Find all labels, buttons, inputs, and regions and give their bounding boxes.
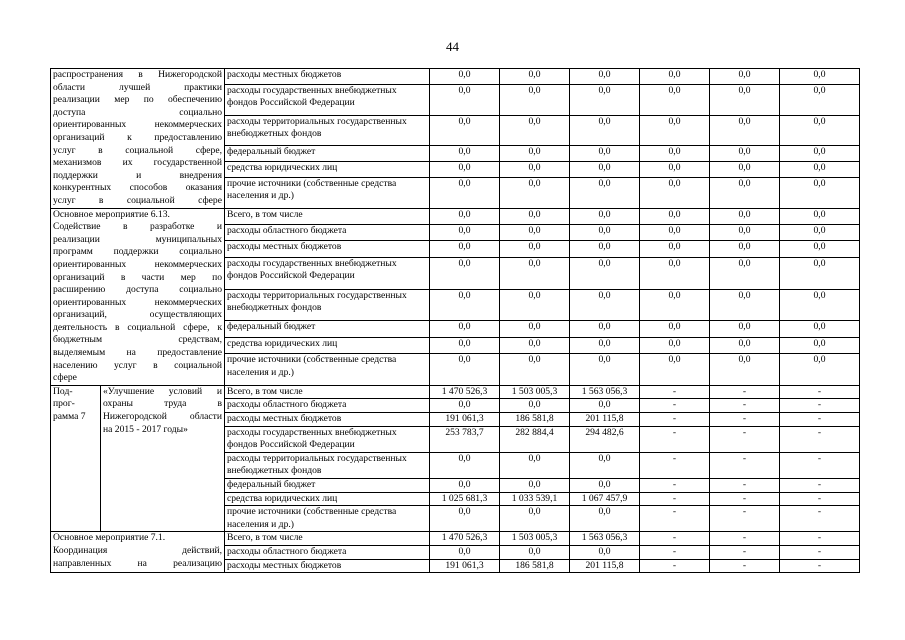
desc-line: сфере	[53, 372, 77, 384]
value-cell: 0,0	[780, 321, 860, 337]
desc-line: услуг в социальной сфере,	[53, 144, 222, 156]
value-cell: 0,0	[780, 208, 860, 224]
table-row	[51, 385, 860, 399]
value-cell: 0,0	[500, 257, 570, 289]
value-cell: 186 581,8	[500, 413, 570, 427]
value-cell: -	[780, 492, 860, 506]
desc-line: организаций, осуществляющих	[53, 309, 222, 321]
value-cell: 0,0	[640, 146, 710, 162]
value-cell: -	[710, 426, 780, 452]
desc-line: реализации мер по обеспечению	[53, 94, 222, 106]
value-cell: 0,0	[570, 69, 640, 85]
value-cell: 0,0	[570, 354, 640, 386]
desc-line: Содействие в разработке и	[53, 221, 222, 233]
value-cell: 0,0	[430, 241, 500, 257]
funding-source: федеральный бюджет	[225, 146, 430, 162]
table-row	[51, 208, 860, 224]
value-cell: 0,0	[710, 208, 780, 224]
activity-description	[51, 208, 225, 385]
desc-line: ориентированных некоммерческих	[53, 296, 222, 308]
funding-source: расходы областного бюджета	[225, 224, 430, 240]
value-cell: -	[640, 452, 710, 478]
value-cell: 0,0	[500, 545, 570, 559]
desc-line: организаций в части мер по	[53, 271, 222, 283]
value-cell: 191 061,3	[430, 413, 500, 427]
funding-source: прочие источники (собственные средства населения и др.)	[225, 354, 430, 386]
value-cell: 0,0	[640, 115, 710, 146]
value-cell: -	[640, 479, 710, 493]
value-cell: -	[780, 545, 860, 559]
value-cell: -	[640, 385, 710, 399]
funding-source: расходы государственных внебюджетных фондов Российской Федерации	[225, 257, 430, 289]
value-cell: 0,0	[500, 354, 570, 386]
value-cell: 0,0	[640, 321, 710, 337]
value-cell: 1 503 005,3	[500, 532, 570, 546]
desc-line: ориентированных некоммерческих	[53, 119, 222, 131]
value-cell: -	[640, 506, 710, 532]
desc-line: конкурентных способов оказания	[53, 182, 222, 194]
funding-source: расходы государственных внебюджетных фондов Российской Федерации	[225, 426, 430, 452]
value-cell: 0,0	[570, 84, 640, 115]
value-cell: 186 581,8	[500, 559, 570, 573]
value-cell: 0,0	[570, 257, 640, 289]
desc-line: направленных на реализацию	[53, 557, 222, 569]
funding-source: Всего, в том числе	[225, 532, 430, 546]
value-cell: 0,0	[430, 321, 500, 337]
desc-line: «Улучшение условий и	[103, 385, 222, 397]
value-cell: -	[640, 426, 710, 452]
funding-source: расходы местных бюджетов	[225, 413, 430, 427]
value-cell: 1 033 539,1	[500, 492, 570, 506]
funding-source: федеральный бюджет	[225, 479, 430, 493]
value-cell: 0,0	[570, 479, 640, 493]
desc-line: реализации муниципальных	[53, 233, 222, 245]
value-cell: 0,0	[500, 146, 570, 162]
value-cell: 0,0	[430, 545, 500, 559]
funding-source: расходы областного бюджета	[225, 545, 430, 559]
value-cell: 1 067 457,9	[570, 492, 640, 506]
value-cell: 0,0	[780, 177, 860, 208]
desc-line: механизмов их государственной	[53, 157, 222, 169]
desc-line: области лучшей практики	[53, 81, 222, 93]
value-cell: 0,0	[640, 162, 710, 178]
funding-source: прочие источники (собственные средства населения и др.)	[225, 506, 430, 532]
value-cell: 0,0	[500, 162, 570, 178]
value-cell: 1 470 526,3	[430, 385, 500, 399]
value-cell: 0,0	[500, 506, 570, 532]
value-cell: 0,0	[710, 354, 780, 386]
value-cell: 201 115,8	[570, 559, 640, 573]
value-cell: 0,0	[780, 241, 860, 257]
value-cell: 0,0	[430, 208, 500, 224]
value-cell: 1 025 681,3	[430, 492, 500, 506]
value-cell: -	[780, 479, 860, 493]
value-cell: 0,0	[640, 69, 710, 85]
funding-source: Всего, в том числе	[225, 208, 430, 224]
value-cell: -	[780, 532, 860, 546]
value-cell: 0,0	[500, 289, 570, 321]
value-cell: 0,0	[570, 289, 640, 321]
value-cell: -	[780, 506, 860, 532]
value-cell: -	[780, 559, 860, 573]
value-cell: 0,0	[640, 337, 710, 353]
value-cell: 0,0	[710, 337, 780, 353]
desc-line: ориентированных некоммерческих	[53, 258, 222, 270]
funding-source: средства юридических лиц	[225, 337, 430, 353]
value-cell: 0,0	[430, 84, 500, 115]
value-cell: 0,0	[430, 506, 500, 532]
value-cell: 282 884,4	[500, 426, 570, 452]
page-number: 44	[446, 39, 459, 54]
value-cell: 0,0	[500, 241, 570, 257]
value-cell: 0,0	[570, 545, 640, 559]
value-cell: 0,0	[640, 208, 710, 224]
value-cell: 0,0	[640, 354, 710, 386]
value-cell: -	[640, 413, 710, 427]
value-cell: 0,0	[710, 162, 780, 178]
table-row	[51, 532, 860, 546]
program-label-line: Под-	[53, 385, 73, 397]
value-cell: 0,0	[640, 84, 710, 115]
value-cell: 0,0	[500, 399, 570, 413]
value-cell: 0,0	[640, 177, 710, 208]
value-cell: 0,0	[570, 399, 640, 413]
value-cell: 0,0	[570, 452, 640, 478]
funding-source: средства юридических лиц	[225, 492, 430, 506]
value-cell: -	[710, 399, 780, 413]
program-label-line: рамма 7	[53, 411, 86, 423]
value-cell: 0,0	[640, 241, 710, 257]
funding-source: расходы областного бюджета	[225, 399, 430, 413]
value-cell: 0,0	[430, 337, 500, 353]
funding-source: расходы местных бюджетов	[225, 559, 430, 573]
value-cell: 0,0	[430, 479, 500, 493]
value-cell: 0,0	[640, 257, 710, 289]
funding-source: расходы местных бюджетов	[225, 241, 430, 257]
desc-line: услуг в социальной сфере	[53, 194, 222, 206]
value-cell: 1 563 056,3	[570, 532, 640, 546]
value-cell: -	[780, 399, 860, 413]
value-cell: 0,0	[430, 177, 500, 208]
value-cell: 191 061,3	[430, 559, 500, 573]
value-cell: 0,0	[570, 321, 640, 337]
funding-source: расходы местных бюджетов	[225, 69, 430, 85]
value-cell: -	[640, 492, 710, 506]
value-cell: 0,0	[430, 399, 500, 413]
desc-line: расширению доступа социально	[53, 284, 222, 296]
value-cell: -	[640, 532, 710, 546]
value-cell: 0,0	[570, 115, 640, 146]
value-cell: -	[780, 413, 860, 427]
value-cell: 0,0	[430, 354, 500, 386]
funding-source: расходы территориальных государственных внебюджетных фондов	[225, 289, 430, 321]
program-title	[101, 385, 225, 532]
program-label-line: прог-	[53, 398, 75, 410]
value-cell: 0,0	[780, 84, 860, 115]
desc-line: распространения в Нижегородской	[53, 69, 222, 80]
funding-source: расходы территориальных государственных внебюджетных фондов	[225, 115, 430, 146]
value-cell: 1 470 526,3	[430, 532, 500, 546]
funding-source: прочие источники (собственные средства населения и др.)	[225, 177, 430, 208]
funding-source: расходы территориальных государственных внебюджетных фондов	[225, 452, 430, 478]
value-cell: 0,0	[570, 224, 640, 240]
value-cell: 0,0	[780, 354, 860, 386]
value-cell: 0,0	[430, 452, 500, 478]
value-cell: 0,0	[570, 146, 640, 162]
value-cell: 0,0	[710, 69, 780, 85]
funding-source: расходы государственных внебюджетных фондов Российской Федерации	[225, 84, 430, 115]
value-cell: 0,0	[780, 224, 860, 240]
desc-line: Основное мероприятие 7.1.	[53, 532, 166, 544]
value-cell: -	[710, 413, 780, 427]
value-cell: -	[710, 479, 780, 493]
value-cell: 0,0	[710, 115, 780, 146]
value-cell: 0,0	[570, 241, 640, 257]
value-cell: 0,0	[710, 289, 780, 321]
value-cell: 0,0	[640, 289, 710, 321]
value-cell: 0,0	[780, 289, 860, 321]
desc-line: доступа социально	[53, 106, 222, 118]
value-cell: -	[640, 399, 710, 413]
value-cell: 0,0	[500, 224, 570, 240]
value-cell: 0,0	[430, 162, 500, 178]
desc-line: программ поддержки социально	[53, 246, 222, 258]
activity-description	[51, 69, 225, 209]
value-cell: 0,0	[640, 224, 710, 240]
value-cell: 0,0	[710, 146, 780, 162]
budget-table	[50, 68, 860, 573]
value-cell: -	[710, 385, 780, 399]
value-cell: -	[780, 385, 860, 399]
value-cell: 201 115,8	[570, 413, 640, 427]
value-cell: 0,0	[710, 321, 780, 337]
value-cell: 0,0	[430, 69, 500, 85]
value-cell: 0,0	[500, 452, 570, 478]
value-cell: 0,0	[500, 115, 570, 146]
value-cell: 0,0	[780, 115, 860, 146]
value-cell: 0,0	[430, 289, 500, 321]
value-cell: 0,0	[570, 162, 640, 178]
funding-source: федеральный бюджет	[225, 321, 430, 337]
value-cell: -	[640, 545, 710, 559]
value-cell: 0,0	[500, 337, 570, 353]
value-cell: -	[780, 426, 860, 452]
value-cell: 0,0	[430, 115, 500, 146]
desc-line: на 2015 - 2017 годы»	[103, 423, 188, 435]
value-cell: 0,0	[430, 146, 500, 162]
desc-line: деятельность в социальной сфере, к	[53, 321, 222, 333]
desc-line: населению услуг в социальной	[53, 359, 222, 371]
value-cell: 0,0	[710, 224, 780, 240]
value-cell: 0,0	[430, 257, 500, 289]
desc-line: бюджетным средствам,	[53, 334, 222, 346]
value-cell: 0,0	[710, 84, 780, 115]
value-cell: 0,0	[500, 208, 570, 224]
value-cell: 0,0	[570, 208, 640, 224]
desc-line: организаций к предоставлению	[53, 131, 222, 143]
value-cell: 253 783,7	[430, 426, 500, 452]
desc-line: Нижегородской области	[103, 411, 222, 423]
funding-source: Всего, в том числе	[225, 385, 430, 399]
value-cell: -	[710, 545, 780, 559]
value-cell: 0,0	[780, 146, 860, 162]
value-cell: -	[710, 492, 780, 506]
value-cell: 0,0	[710, 257, 780, 289]
desc-line: Координация действий,	[53, 544, 222, 556]
value-cell: -	[710, 452, 780, 478]
value-cell: 0,0	[500, 321, 570, 337]
value-cell: 0,0	[780, 257, 860, 289]
value-cell: -	[710, 506, 780, 532]
value-cell: 0,0	[780, 162, 860, 178]
program-label	[51, 385, 101, 532]
desc-line: выделяемым на предоставление	[53, 347, 222, 359]
table-row	[51, 69, 860, 85]
value-cell: -	[710, 532, 780, 546]
value-cell: 0,0	[570, 337, 640, 353]
desc-line: поддержки и внедрения	[53, 169, 222, 181]
value-cell: 1 503 005,3	[500, 385, 570, 399]
value-cell: 0,0	[500, 479, 570, 493]
value-cell: 0,0	[500, 84, 570, 115]
value-cell: 0,0	[780, 337, 860, 353]
desc-line: Основное мероприятие 6.13.	[53, 208, 170, 220]
funding-source: средства юридических лиц	[225, 162, 430, 178]
value-cell: 0,0	[570, 506, 640, 532]
value-cell: 1 563 056,3	[570, 385, 640, 399]
value-cell: -	[640, 559, 710, 573]
value-cell: -	[710, 559, 780, 573]
value-cell: 0,0	[500, 69, 570, 85]
value-cell: 0,0	[710, 177, 780, 208]
value-cell: -	[780, 452, 860, 478]
value-cell: 0,0	[570, 177, 640, 208]
desc-line: охраны труда в	[103, 398, 222, 410]
activity-description	[51, 532, 225, 573]
value-cell: 294 482,6	[570, 426, 640, 452]
value-cell: 0,0	[780, 69, 860, 85]
value-cell: 0,0	[500, 177, 570, 208]
value-cell: 0,0	[430, 224, 500, 240]
value-cell: 0,0	[710, 241, 780, 257]
